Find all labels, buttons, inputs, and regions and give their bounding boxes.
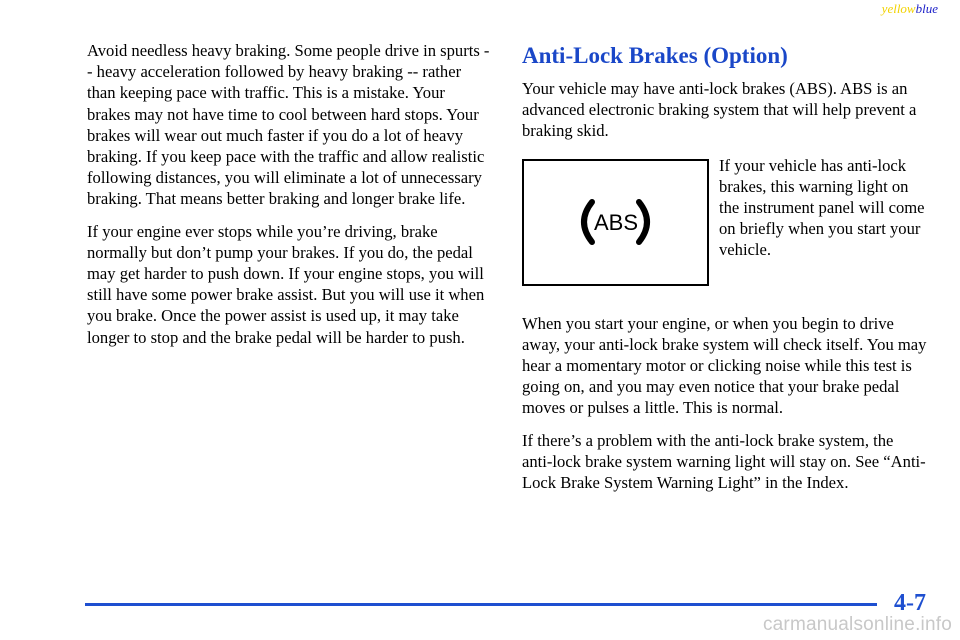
abs-icon-label: ABS xyxy=(593,209,639,235)
right-column xyxy=(522,40,927,504)
figure-caption: If your vehicle has anti-lock brakes, this warning light on the instrument panel will come on briefly when you start your vehicle. xyxy=(719,155,925,260)
paragraph-engine-stops: If your engine ever stops while you’re driving, brake normally but don’t pump your brakes. If you do, the pedal may get harder to push down. If your engine stops, you will still have some power brake assist. But you will use it when you brake. Once the power assist is used up, it may take longer to stop and the brake pedal will be harder to push. xyxy=(87,221,485,347)
abs-symbol-graphic xyxy=(524,161,707,284)
watermark: carmanualsonline.info xyxy=(762,614,952,635)
paragraph-abs-intro: Your vehicle may have anti-lock brakes (ABS). ABS is an advanced electronic braking system that will help prevent a braking skid. xyxy=(522,79,917,141)
page-number: 4-7 xyxy=(894,590,926,616)
abs-warning-light-icon xyxy=(522,159,709,286)
paragraph-abs-problem: If there’s a problem with the anti-lock brake system, the anti-lock brake system warning light will stay on. See “Anti-Lock Brake System Warning Light” in the Index. xyxy=(522,430,926,493)
paragraph-abs-self-check: When you start your engine, or when you begin to drive away, your anti-lock brake system will check itself. You may hear a momentary motor or clicking noise while this test is going on, and you may even notice that your brake pedal moves or pulses a little. This is normal. xyxy=(522,313,927,418)
color-marker-yellow: yellow xyxy=(881,1,916,16)
abs-figure xyxy=(522,155,927,299)
left-column xyxy=(87,40,492,359)
color-marker-blue: blue xyxy=(915,1,938,16)
section-heading: Anti-Lock Brakes (Option) xyxy=(522,43,788,68)
footer-rule xyxy=(85,603,877,606)
paragraph-heavy-braking: Avoid needless heavy braking. Some people drive in spurts -- heavy acceleration followed by heavy braking -- rather than keeping pace with traffic. This is a mistake. Your brakes may not have time to cool between hard stops. Your brakes will wear out much faster if you do a lot of heavy braking. If you keep pace with the traffic and allow realistic following distances, you will eliminate a lot of unnecessary braking. That means better braking and longer brake life. xyxy=(87,41,490,209)
color-marker xyxy=(882,1,938,17)
